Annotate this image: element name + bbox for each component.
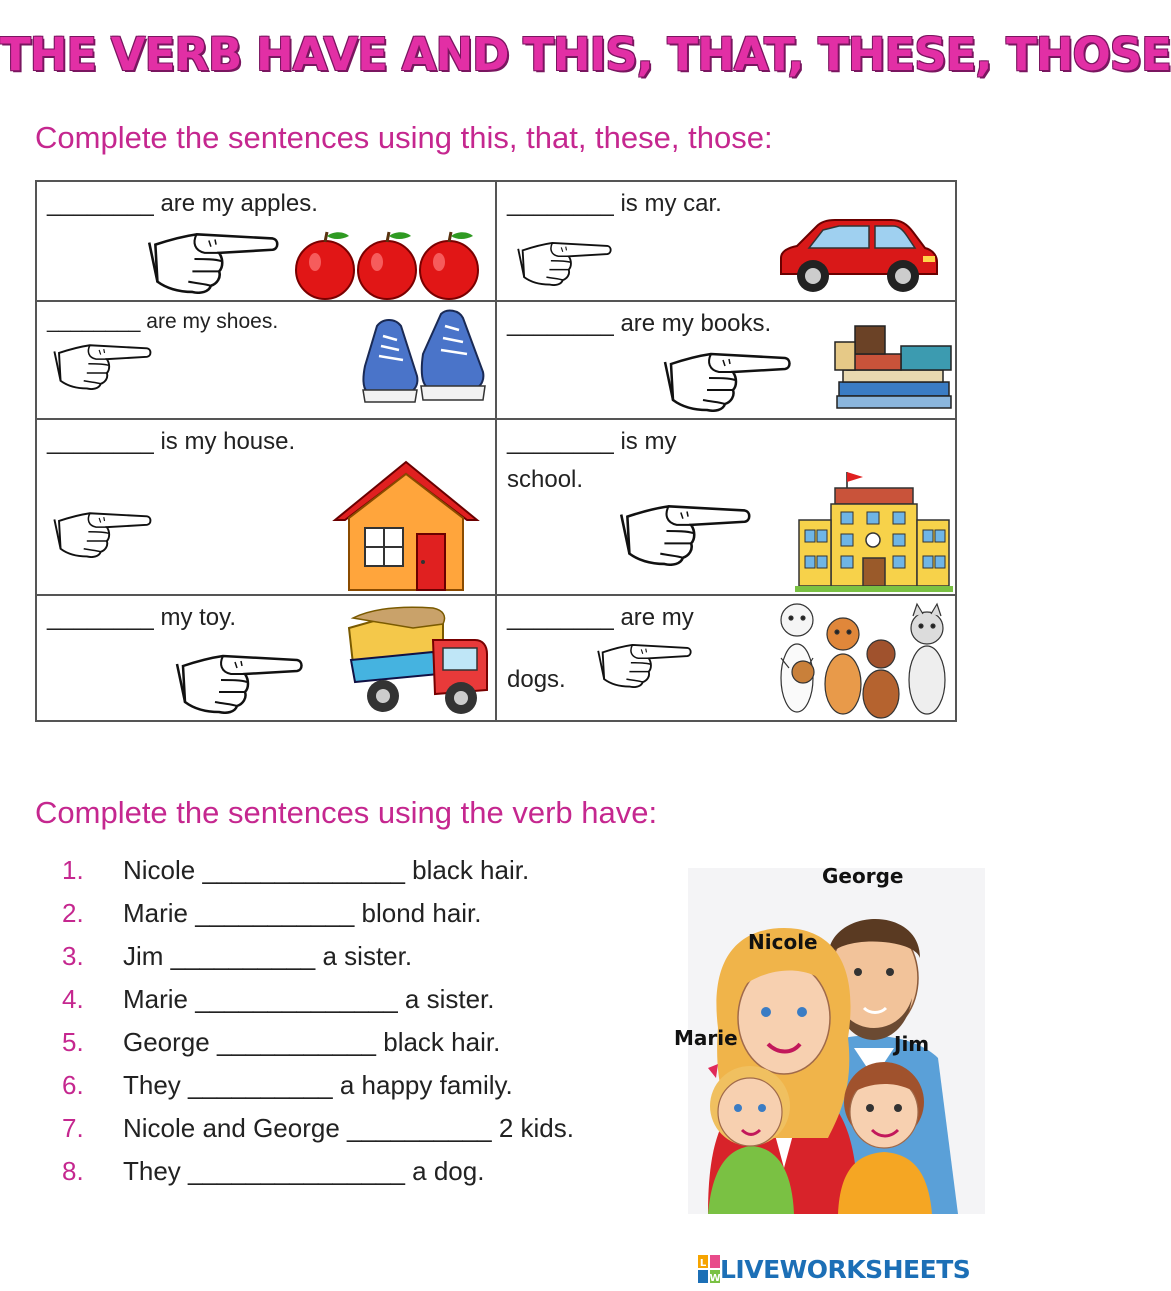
sentence-books: ________ are my books. [507, 310, 772, 337]
pointing-hand-icon [505, 234, 625, 286]
cell-dogs [496, 595, 956, 721]
apples-icon [293, 228, 483, 300]
sentence-toy: ________ my toy. [47, 604, 237, 631]
car-icon [773, 216, 941, 294]
cell-toy [36, 595, 496, 721]
item-sentence: Nicole and George __________ 2 kids. [123, 1113, 574, 1143]
item-sentence: Nicole ______________ black hair. [123, 855, 530, 885]
instruction-have: Complete the sentences using the verb have: [35, 795, 658, 830]
item-number: 6. [62, 1070, 84, 1100]
pointing-hand-icon [585, 636, 705, 688]
cell-apples [36, 181, 496, 301]
brand-name: LIVEWORKSHEETS [720, 1254, 971, 1284]
sentence-shoes: ________ are my shoes. [47, 310, 279, 333]
item-number: 3. [62, 941, 84, 971]
item-sentence: They __________ a happy family. [123, 1070, 513, 1100]
books-icon [831, 316, 955, 414]
pointing-hand-icon [129, 222, 299, 294]
pointing-hand-icon [643, 342, 813, 412]
item-number: 1. [62, 855, 84, 885]
school-icon [795, 468, 953, 592]
item-sentence: Marie ______________ a sister. [123, 984, 495, 1014]
item-number: 5. [62, 1027, 84, 1057]
sentence-dogs-cont: dogs. [507, 666, 566, 693]
item-number: 7. [62, 1113, 84, 1143]
dogs-icon [777, 598, 955, 720]
pointing-hand-icon [43, 504, 163, 558]
liveworksheets-logo [698, 1254, 970, 1284]
label-nicole: Nicole [748, 930, 818, 954]
cell-house [36, 419, 496, 595]
cell-school [496, 419, 956, 595]
toy-truck-icon [343, 600, 493, 718]
cell-shoes [36, 301, 496, 419]
logo-letter-w: W [709, 1273, 721, 1284]
demonstratives-grid [35, 180, 957, 722]
logo-letter-l: L [699, 1258, 707, 1269]
instruction-demonstratives: Complete the sentences using this, that, these, those: [35, 120, 773, 155]
cell-books [496, 301, 956, 419]
pointing-hand-icon [155, 644, 325, 714]
worksheet-title: THE VERB HAVE AND THIS, THAT, THESE, THOSE [0, 28, 1171, 81]
item-number: 8. [62, 1156, 84, 1186]
pointing-hand-icon [601, 494, 771, 566]
label-george: George [822, 864, 904, 888]
cell-car [496, 181, 956, 301]
item-number: 2. [62, 898, 84, 928]
item-sentence: Marie ___________ blond hair. [123, 898, 482, 928]
sentence-dogs: ________ are my [507, 604, 694, 631]
item-sentence: They _______________ a dog. [123, 1156, 485, 1186]
label-jim: Jim [894, 1032, 930, 1056]
sentence-school-cont: school. [507, 466, 584, 493]
item-sentence: George ___________ black hair. [123, 1027, 501, 1057]
pointing-hand-icon [43, 336, 163, 390]
sentence-apples: ________ are my apples. [47, 190, 318, 217]
sneakers-icon [359, 306, 495, 414]
sentence-school: ________ is my [507, 428, 677, 455]
item-number: 4. [62, 984, 84, 1014]
label-marie: Marie [674, 1026, 738, 1050]
sentence-house: ________ is my house. [47, 428, 296, 455]
liveworksheets-logo-icon [698, 1255, 720, 1283]
sentence-car: ________ is my car. [507, 190, 722, 217]
house-icon [331, 458, 481, 594]
item-sentence: Jim __________ a sister. [123, 941, 413, 971]
family-illustration [674, 864, 985, 1214]
